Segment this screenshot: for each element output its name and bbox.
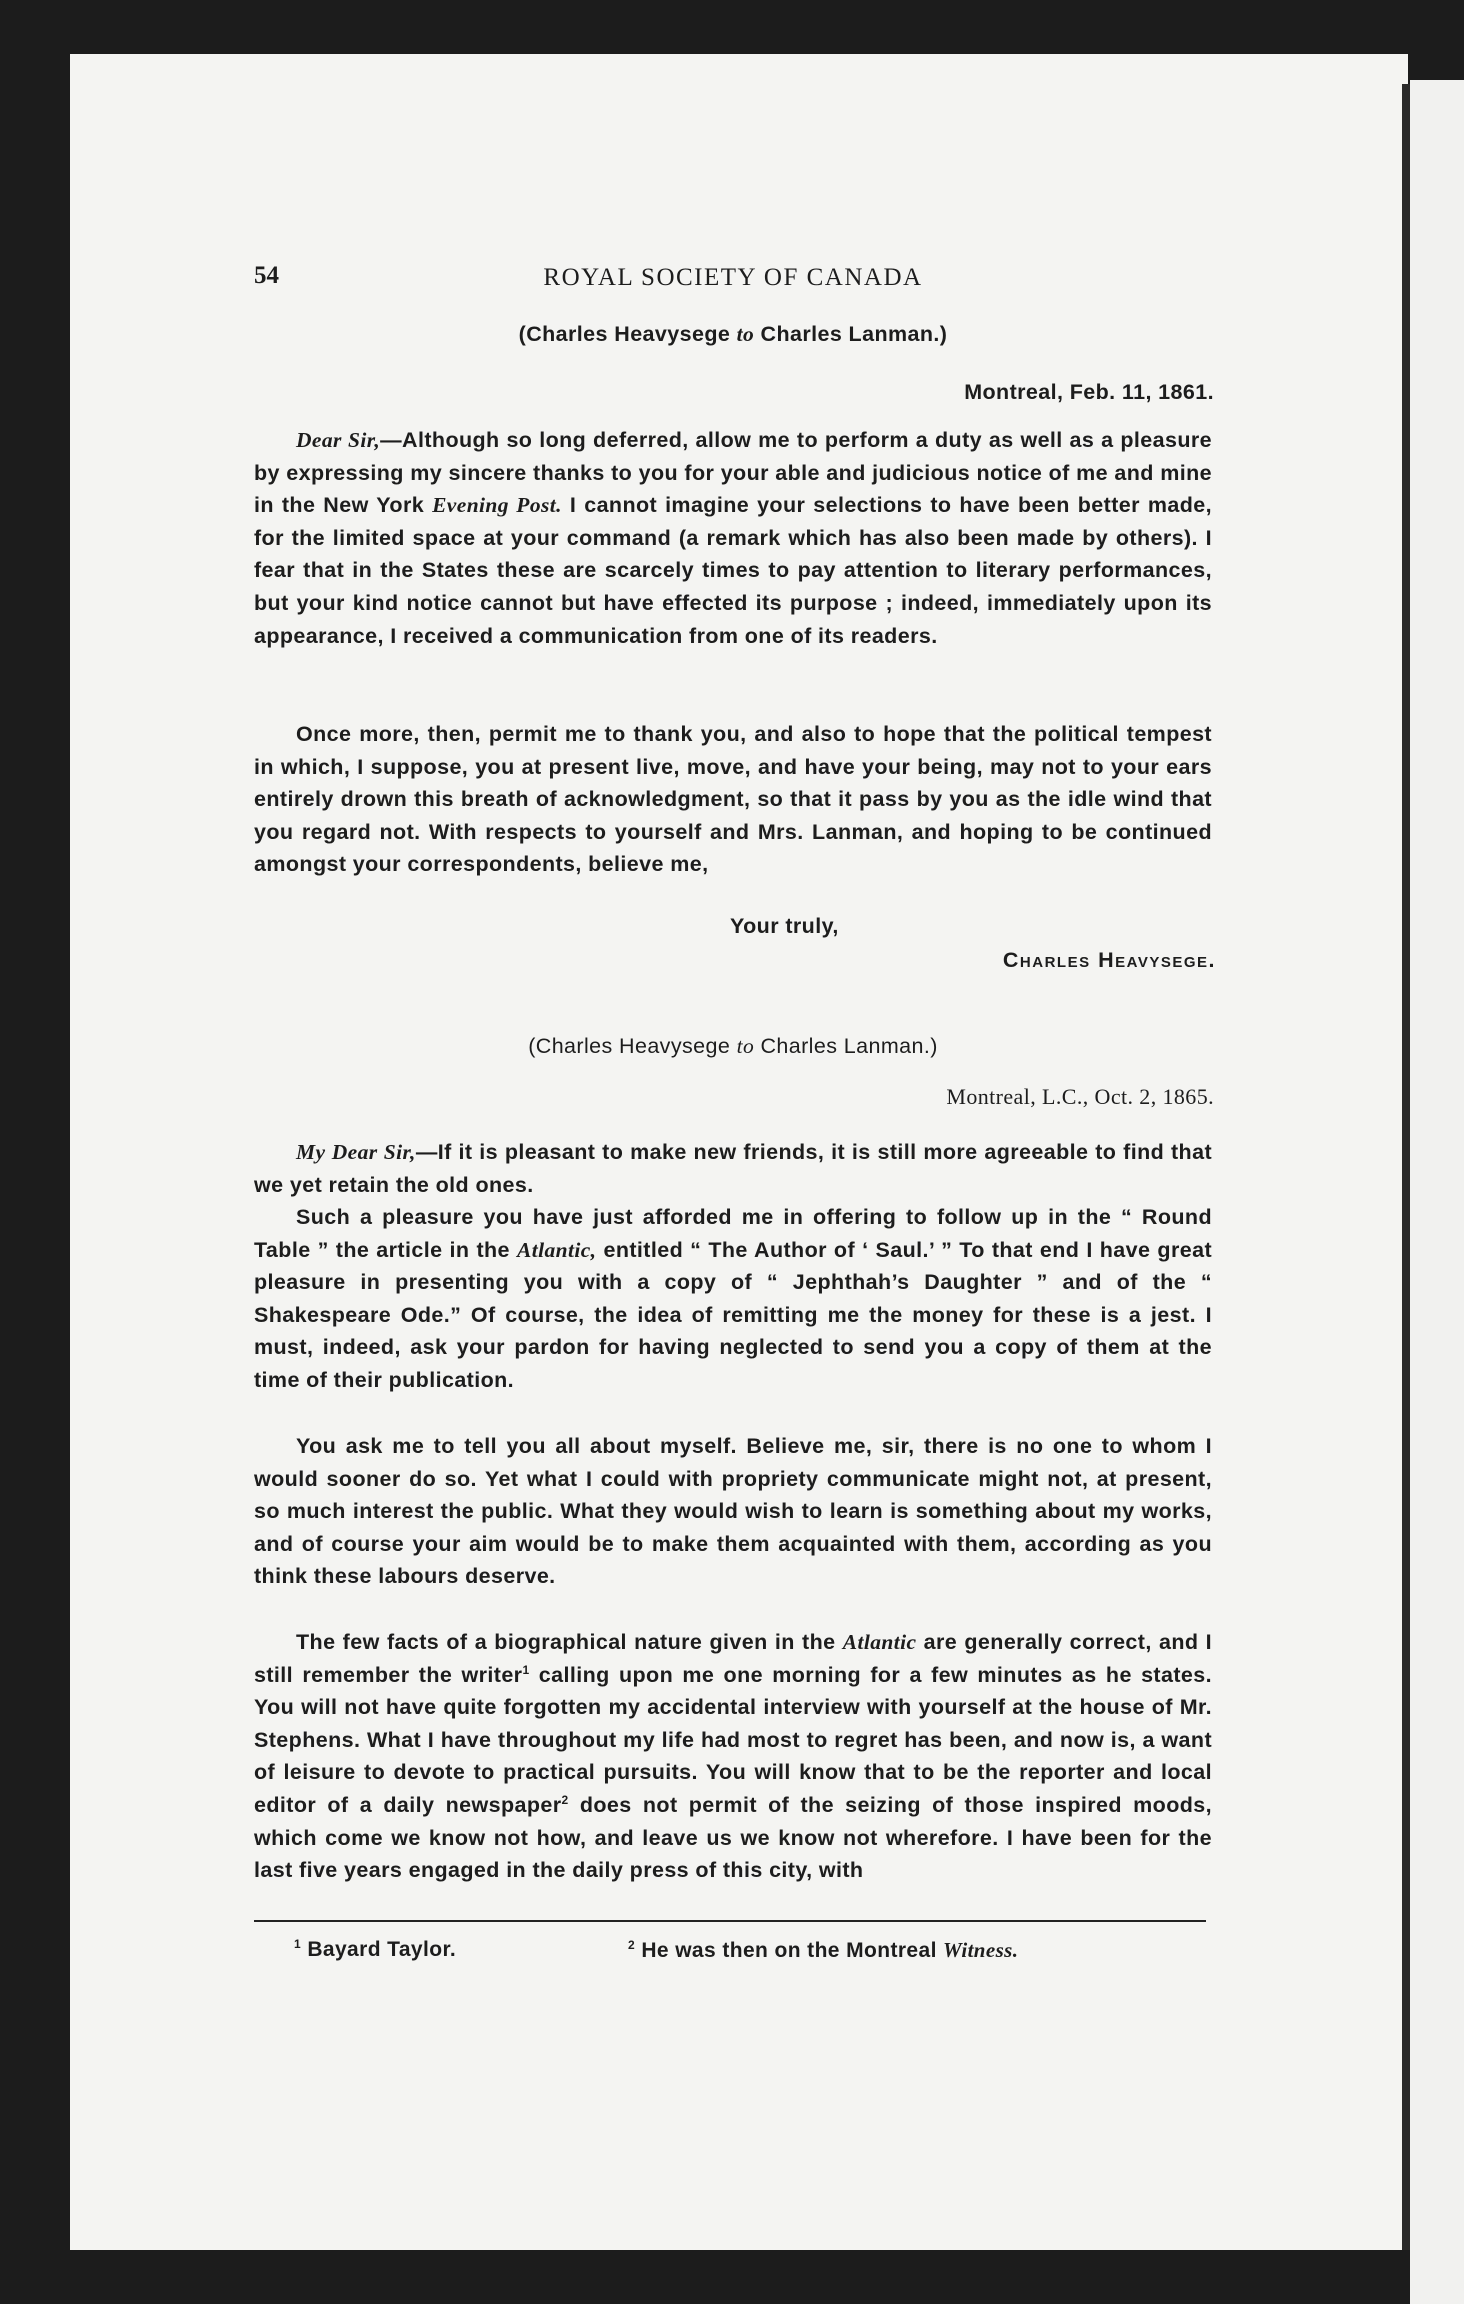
salutation: Dear Sir, bbox=[296, 428, 381, 452]
letter1-paragraph-2: Once more, then, permit me to thank you, and also to hope that the political tempest in which, I suppose, you at present live, move, and have your being, may not to your ears entirely drown this breath of acknowledgment, so that it pass by you as the idle wind that you regard not. With respects to yourself and Mrs. Lanman, and hoping to be continued amongst your correspondents, believe me, bbox=[254, 722, 1212, 877]
page-gutter-shadow bbox=[1402, 84, 1410, 2250]
footnote-1: $^1$ Bayard Taylor. bbox=[294, 1937, 457, 1961]
footnote-2: $^2$ He was then on the Montreal Witness. bbox=[628, 1938, 1019, 1962]
page-header bbox=[254, 262, 1212, 302]
salutation: My Dear Sir, bbox=[296, 1140, 416, 1164]
letter2-paragraph-3: You ask me to tell you all about myself. Believe me, sir, there is no one to whom I would sooner do so. Yet what I could with propriety communicate might not, at present, so much interest the public. What they would wish to learn is something about my works, and of course your aim would be to make them acquainted with them, according as you think these labours deserve. bbox=[254, 1434, 1212, 1589]
adjacent-page-edge bbox=[1410, 80, 1464, 2304]
letter1-signature: Charles Heavysege. bbox=[1002, 948, 1216, 972]
footnote-rule bbox=[254, 1920, 1206, 1922]
letter2-paragraph-4: The few facts of a biographical nature given in the Atlantic are generally correct, and I still remember the writer$^1$ calling upon me one morning for a few minutes as he states. You will not have quite forgotten my accidental interview with yourself at the house of Mr. Stephens. What I have throughout my life had most to regret has been, and now is, a want of leisure to devote to practical pursuits. You will know that to be the reporter and local editor of a daily newspaper$^2$ does not permit of the seizing of those inspired moods, which come we know not how, and leave us we know not wherefore. I have been for the last five years engaged in the daily press of this city, with bbox=[254, 1630, 1212, 1883]
letter1-dateline: Montreal, Feb. 11, 1861. bbox=[964, 380, 1214, 404]
letter2-paragraph-2: Such a pleasure you have just afforded me in offering to follow up in the “ Round Table ” the article in the Atlantic, entitled “ The Author of ‘ Saul.’ ” To that end I have great pleasure in presenting you with a copy of “ Jephthah’s Daughter ” and of the “ Shakespeare Ode.” Of course, the idea of remitting me the money for these is a jest. I must, indeed, ask your pardon for having neglected to send you a copy of them at the time of their publication. bbox=[254, 1205, 1212, 1392]
page-number: 54 bbox=[254, 262, 279, 289]
letter1-paragraph-1: Dear Sir,—Although so long deferred, allow me to perform a duty as well as a pleasure by expressing my sincere thanks to you for your able and judicious notice of me and mine in the New York Evening Post. I cannot imagine your selections to have been better made, for the limited space at your command (a remark which has also been made by others). I fear that in the States these are scarcely times to pay attention to literary performances, but your kind notice cannot but have effected its purpose ; indeed, immediately upon its appearance, I received a communication from one of its readers. bbox=[254, 428, 1212, 648]
running-head: ROYAL SOCIETY OF CANADA bbox=[543, 264, 923, 291]
letter2-heading: (Charles Heavysege to Charles Lanman.) bbox=[528, 1034, 938, 1058]
letter2-paragraph-1: My Dear Sir,—If it is pleasant to make new friends, it is still more agreeable to find that we yet retain the old ones. bbox=[254, 1140, 1213, 1197]
letter1-closing: Your truly, bbox=[730, 914, 839, 938]
letter1-heading: (Charles Heavysege to Charles Lanman.) bbox=[518, 322, 948, 346]
letter2-dateline: Montreal, L.C., Oct. 2, 1865. bbox=[946, 1084, 1214, 1109]
